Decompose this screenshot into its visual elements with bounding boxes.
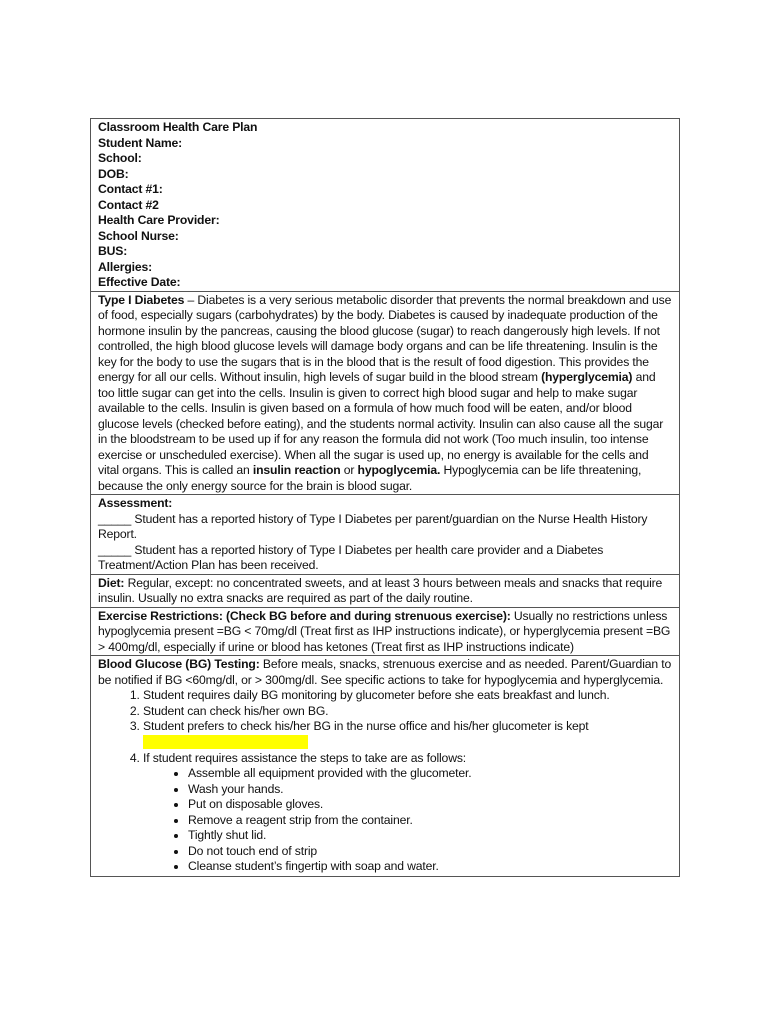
exercise-text: Usually no restrictions unless hypoglycemia present =BG < 70mg/dl (Treat first as IHP instructions indicate), or hyperglycemia present =BG > 400mg/dl, especially if urine or blood has ketones (Treat first as IHP instructions indicate) — [98, 608, 671, 654]
bg-substep: • Tightly shut lid. — [188, 828, 672, 844]
student-name-label: Student Name: — [98, 135, 183, 150]
assessment-section — [91, 494, 679, 574]
bg-step: 1. Student requires daily BG monitoring by glucometer before she eats breakfast and lunch. — [143, 688, 672, 704]
bg-intro: Before meals, snacks, strenuous exercise and as needed. Parent/Guardian to be notified if BG <60mg/dl, or > 300mg/dl. See specific actions to take for hypoglycemia and hyperglycemia. — [98, 657, 672, 687]
exercise-title: Exercise Restrictions: (Check BG before and during strenuous exercise): — [98, 608, 511, 623]
assessment-item-2: _____ Student has a reported history of Type I Diabetes per health care provider and a Diabetes Treatment/Action Plan has been received. — [98, 542, 604, 572]
school-nurse-label: School Nurse: — [98, 228, 179, 243]
bg-step — [143, 719, 672, 751]
assessment-item-1: _____ Student has a reported history of Type I Diabetes per parent/guardian on the Nurse Health History Report. — [98, 511, 648, 541]
contact1-label: Contact #1: — [98, 182, 163, 196]
bg-substep: • Cleanse student’s fingertip with soap and water. — [188, 859, 672, 875]
care-plan-table — [90, 118, 680, 877]
bg-step-text: If student requires assistance the steps to take are as follows: — [143, 750, 467, 765]
contact2-label: Contact #2 — [98, 197, 159, 212]
assessment-title: Assessment: — [98, 496, 173, 510]
diabetes-section — [91, 291, 679, 495]
diabetes-text-3: or — [340, 463, 358, 477]
bg-steps-list — [98, 688, 672, 875]
school-label: School: — [98, 151, 142, 165]
diet-title: Diet: — [98, 575, 125, 590]
dob-label: DOB: — [98, 166, 129, 181]
bg-substep: • Do not touch end of strip — [188, 844, 672, 860]
diabetes-text-1: – Diabetes is a very serious metabolic disorder that prevents the normal breakdown and use of food, especially sugars (carbohydrates) by the body. Diabetes is caused by inadequate production of the hormone insulin by the pancreas, causing the blood glucose (sugar) to reach dangerously high levels. If not controlled, the high blood glucose levels will damage body organs and can be life threatening. Insulin is the key for the body to use the sugars that is in the blood that is the result of food digestion. This provides the energy for all our cells. Without insulin, high levels of sugar build in the blood stream — [98, 292, 672, 384]
diet-text: Regular, except: no concentrated sweets, and at least 3 hours between meals and snacks that require insulin. Usually no extra snacks are required as part of the daily routine. — [98, 575, 663, 605]
highlighted-blank — [143, 735, 308, 749]
bg-substep: • Remove a reagent strip from the container. — [188, 813, 672, 829]
bg-testing-section — [91, 655, 679, 876]
bg-step — [143, 751, 672, 875]
hypoglycemia-term: hypoglycemia. — [357, 463, 441, 477]
bg-substep: • Put on disposable gloves. — [188, 797, 672, 813]
bg-step-text: Student prefers to check his/her BG in the nurse office and his/her glucometer is kept — [143, 719, 589, 733]
bg-substep: • Wash your hands. — [188, 782, 672, 798]
exercise-section — [91, 607, 679, 656]
hyperglycemia-term: (hyperglycemia) — [541, 370, 633, 384]
diabetes-title: Type I Diabetes — [98, 292, 185, 307]
diet-section — [91, 574, 679, 607]
bus-label: BUS: — [98, 244, 128, 258]
diabetes-text-2: and too little sugar can get into the cells. Insulin is given to correct high blood sugar and help to make sugar available to the cells. Insulin is given based on a formula of how much food will be eaten, and/or blood glucose levels (checked before eating), and the students normal activity. Insulin can also cause all the sugar in the bloodstream to be used up if for any reason the formula did not work (Too much insulin, too intense exercise or unscheduled exercise). When all the sugar is used up, no energy is available for the cells and vital organs. This is called an — [98, 370, 664, 477]
diabetes-text-4: Hypoglycemia can be life threatening, because the only energy source for the brain is blood sugar. — [98, 463, 642, 493]
allergies-label: Allergies: — [98, 259, 153, 274]
header-cell — [91, 119, 679, 291]
bg-substep: • Assemble all equipment provided with the glucometer. — [188, 766, 672, 782]
effective-date-label: Effective Date: — [98, 275, 181, 289]
bg-substeps-list — [143, 766, 672, 875]
bg-step: 2. Student can check his/her own BG. — [143, 704, 672, 720]
insulin-reaction-term: insulin reaction — [252, 463, 341, 477]
provider-label: Health Care Provider: — [98, 213, 220, 227]
doc-title: Classroom Health Care Plan — [98, 120, 258, 134]
bg-title: Blood Glucose (BG) Testing: — [98, 657, 260, 671]
